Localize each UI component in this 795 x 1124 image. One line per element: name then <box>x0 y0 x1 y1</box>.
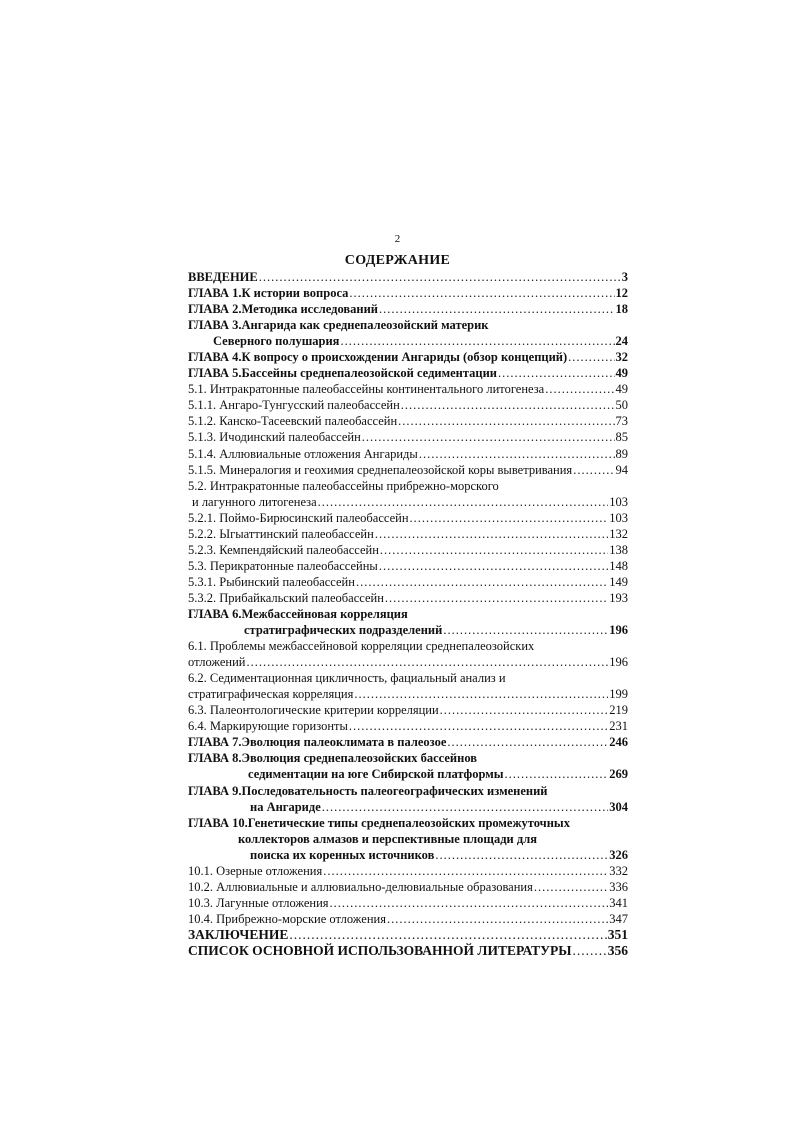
toc-entry-page: 196 <box>609 623 628 638</box>
toc-leader-dots <box>330 895 609 911</box>
toc-entry-page: 89 <box>615 446 628 461</box>
toc-entry <box>188 718 628 734</box>
toc-entry-title: Северного полушария <box>213 334 340 349</box>
toc-entry <box>188 333 628 349</box>
toc-entry-title: ГЛАВА 2.Методика исследований <box>188 302 379 317</box>
toc-entry <box>188 911 628 927</box>
toc-entry <box>188 429 628 445</box>
toc-entry-title: 6.1. Проблемы межбассейновой корреляции среднепалеозойских <box>188 639 535 654</box>
toc-leader-dots <box>385 590 608 606</box>
toc-leader-dots <box>259 269 621 285</box>
toc-entry <box>188 269 628 285</box>
toc-entry-title: 10.3. Лагунные отложения <box>188 895 329 910</box>
toc-entry-page: 332 <box>609 863 628 878</box>
toc-entry <box>188 879 628 895</box>
toc-entry <box>188 670 628 686</box>
toc-entry <box>188 943 628 959</box>
toc-entry-title: поиска их коренных источников <box>250 847 435 862</box>
toc-entry <box>188 510 628 526</box>
toc-leader-dots <box>443 622 608 638</box>
toc-entry <box>188 863 628 879</box>
toc-entry-title: 5.3.1. Рыбинский палеобассейн <box>188 574 355 589</box>
toc-entry-page: 24 <box>615 334 628 349</box>
toc-entry-page: 219 <box>609 703 628 718</box>
toc-entry <box>188 734 628 750</box>
toc-entry-title: 5.1.5. Минералогия и геохимия среднепалеозойской коры выветривания <box>188 462 573 477</box>
toc-entry <box>188 526 628 542</box>
toc-leader-dots <box>572 943 606 959</box>
toc-leader-dots <box>504 766 608 782</box>
toc-entry-page: 196 <box>609 655 628 670</box>
toc-entry <box>188 381 628 397</box>
toc-entry <box>188 590 628 606</box>
toc-entry-title: ГЛАВА 4.К вопросу о происхождении Ангариды (обзор концепций) <box>188 350 568 365</box>
toc-entry-title: ГЛАВА 10.Генетические типы среднепалеозойских промежуточных <box>188 815 570 830</box>
table-of-contents <box>188 269 628 959</box>
toc-entry-title: 5.1.1. Ангаро-Тунгусский палеобассейн <box>188 398 400 413</box>
toc-title: СОДЕРЖАНИЕ <box>344 253 451 268</box>
toc-entry-title: стратиграфических подразделений <box>244 623 443 638</box>
toc-entry-title: 5.1.3. Ичодинский палеобассейн <box>188 430 361 445</box>
toc-entry-title: стратиграфическая корреляция <box>188 687 354 702</box>
toc-entry-page: 132 <box>609 526 628 541</box>
toc-entry <box>188 799 628 815</box>
toc-leader-dots <box>534 879 608 895</box>
toc-entry <box>188 847 628 863</box>
toc-leader-dots <box>387 911 608 927</box>
toc-entry-page: 103 <box>609 510 628 525</box>
toc-entry <box>188 831 628 847</box>
toc-entry <box>188 542 628 558</box>
toc-leader-dots <box>289 927 606 943</box>
toc-entry-title: и лагунного литогенеза <box>192 494 317 509</box>
toc-entry-title: 5.3.2. Прибайкальский палеобассейн <box>188 590 384 605</box>
toc-entry-title: ГЛАВА 7.Эволюция палеоклимата в палеозое <box>188 735 447 750</box>
toc-entry-title: 6.2. Седиментационная цикличность, фациальный анализ и <box>188 671 506 686</box>
toc-entry-title: 5.1. Интракратонные палеобассейны континентального литогенеза <box>188 382 545 397</box>
toc-entry-title: ВВЕДЕНИЕ <box>188 270 258 284</box>
toc-entry <box>188 413 628 429</box>
toc-entry-page: 85 <box>615 430 628 445</box>
toc-entry <box>188 927 628 943</box>
toc-entry <box>188 702 628 718</box>
toc-entry-page: 269 <box>609 767 628 782</box>
toc-leader-dots <box>447 734 608 750</box>
toc-leader-dots <box>375 526 608 542</box>
toc-leader-dots <box>356 574 608 590</box>
toc-leader-dots <box>498 365 614 381</box>
toc-entry <box>188 750 628 766</box>
toc-leader-dots <box>323 863 608 879</box>
toc-entry-page: 49 <box>615 366 628 381</box>
toc-entry <box>188 478 628 494</box>
toc-entry-title: ГЛАВА 3.Ангарида как среднепалеозойский материк <box>188 318 489 333</box>
toc-entry-page: 149 <box>609 574 628 589</box>
toc-entry-page: 32 <box>615 350 628 365</box>
toc-entry <box>188 397 628 413</box>
toc-entry-page: 336 <box>609 879 628 894</box>
toc-entry-page: 18 <box>615 302 628 317</box>
toc-entry-title: 5.2.2. Ыгыаттинский палеобассейн <box>188 526 374 541</box>
toc-entry-page: 326 <box>609 847 628 862</box>
toc-entry <box>188 783 628 799</box>
toc-entry <box>188 349 628 365</box>
toc-entry-page: 148 <box>609 558 628 573</box>
toc-leader-dots <box>401 397 615 413</box>
toc-entry <box>188 365 628 381</box>
toc-entry-page: 3 <box>621 270 628 284</box>
toc-entry <box>188 686 628 702</box>
toc-leader-dots <box>419 446 615 462</box>
toc-leader-dots <box>379 301 614 317</box>
toc-entry <box>188 462 628 478</box>
toc-entry-page: 246 <box>609 735 628 750</box>
toc-entry-page: 50 <box>615 398 628 413</box>
toc-entry-title: 5.3. Перикратонные палеобассейны <box>188 558 378 573</box>
toc-leader-dots <box>380 542 608 558</box>
toc-entry-title: коллекторов алмазов и перспективные площади для <box>238 831 537 846</box>
toc-entry-title: 5.2. Интракратонные палеобассейны прибрежно-морского <box>188 478 499 493</box>
toc-entry-title: ГЛАВА 6.Межбассейновая корреляция <box>188 606 408 621</box>
toc-entry-page: 347 <box>609 911 628 926</box>
toc-leader-dots <box>545 381 614 397</box>
toc-entry <box>188 638 628 654</box>
toc-entry-page: 49 <box>615 382 628 397</box>
toc-entry-page: 356 <box>607 942 628 958</box>
toc-entry-title: 5.2.1. Поймо-Бирюсинский палеобассейн <box>188 510 409 525</box>
toc-entry-title: 6.4. Маркирующие горизонты <box>188 719 348 734</box>
toc-entry-title: седиментации на юге Сибирской платформы <box>248 767 504 782</box>
toc-entry-page: 199 <box>609 687 628 702</box>
toc-entry-title: 10.4. Прибрежно-морские отложения <box>188 911 386 926</box>
toc-entry-title: 10.1. Озерные отложения <box>188 863 323 878</box>
toc-entry-page: 138 <box>609 542 628 557</box>
toc-leader-dots <box>349 285 614 301</box>
toc-entry-page: 351 <box>607 926 628 942</box>
toc-leader-dots <box>247 654 609 670</box>
toc-entry <box>188 574 628 590</box>
toc-entry <box>188 815 628 831</box>
toc-leader-dots <box>435 847 608 863</box>
toc-leader-dots <box>349 718 608 734</box>
toc-entry-title: ГЛАВА 8.Эволюция среднепалеозойских бассейнов <box>188 751 478 766</box>
toc-leader-dots <box>573 462 614 478</box>
toc-entry-title: 10.2. Аллювиальные и аллювиально-делювиальные образования <box>188 879 533 894</box>
toc-entry-title: 5.1.4. Аллювиальные отложения Ангариды <box>188 446 418 461</box>
toc-entry-title: ГЛАВА 1.К истории вопроса <box>188 286 349 301</box>
toc-leader-dots <box>410 510 609 526</box>
toc-leader-dots <box>354 686 608 702</box>
toc-entry <box>188 558 628 574</box>
toc-entry-page: 103 <box>609 494 628 509</box>
toc-entry-title: отложений <box>188 655 246 670</box>
toc-entry-title: 5.2.3. Кемпендяйский палеобассейн <box>188 542 379 557</box>
toc-entry-page: 73 <box>615 414 628 429</box>
toc-entry <box>188 317 628 333</box>
toc-entry-title: ГЛАВА 9.Последовательность палеогеографических изменений <box>188 783 548 798</box>
toc-entry-title: 5.1.2. Канско-Тасеевский палеобассейн <box>188 414 398 429</box>
toc-leader-dots <box>340 333 614 349</box>
toc-entry-page: 341 <box>609 895 628 910</box>
toc-leader-dots <box>322 799 608 815</box>
toc-leader-dots <box>379 558 608 574</box>
toc-entry-page: 94 <box>615 462 628 477</box>
toc-entry <box>188 301 628 317</box>
toc-entry-page: 193 <box>609 590 628 605</box>
toc-entry <box>188 654 628 670</box>
toc-entry <box>188 895 628 911</box>
toc-entry <box>188 494 628 510</box>
page-number: 2 <box>394 233 401 245</box>
toc-entry-page: 12 <box>615 286 628 301</box>
toc-entry <box>188 285 628 301</box>
toc-entry <box>188 622 628 638</box>
toc-leader-dots <box>318 494 609 510</box>
toc-entry <box>188 606 628 622</box>
toc-entry-title: 6.3. Палеонтологические критерии корреляции <box>188 703 439 718</box>
toc-entry-title: СПИСОК ОСНОВНОЙ ИСПОЛЬЗОВАННОЙ ЛИТЕРАТУРЫ <box>188 942 572 958</box>
toc-leader-dots <box>440 702 609 718</box>
toc-entry-page: 304 <box>609 799 628 814</box>
toc-leader-dots <box>398 413 614 429</box>
toc-entry <box>188 446 628 462</box>
toc-entry-page: 231 <box>609 719 628 734</box>
toc-entry-title: ГЛАВА 5.Бассейны среднепалеозойской седиментации <box>188 366 498 381</box>
toc-leader-dots <box>568 349 614 365</box>
toc-entry <box>188 766 628 782</box>
toc-leader-dots <box>362 429 615 445</box>
toc-entry-title: на Ангариде <box>250 799 321 814</box>
toc-entry-title: ЗАКЛЮЧЕНИЕ <box>188 926 289 942</box>
